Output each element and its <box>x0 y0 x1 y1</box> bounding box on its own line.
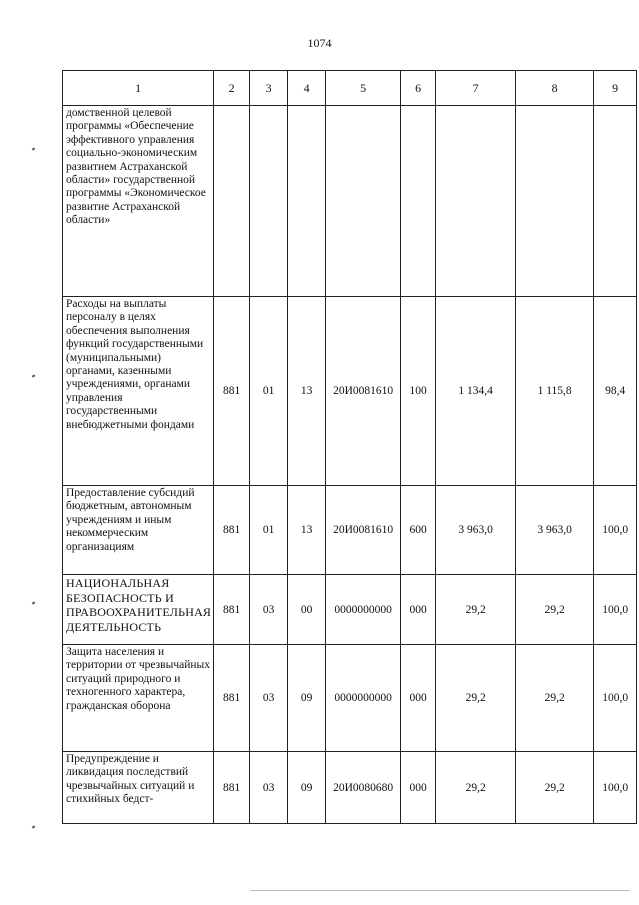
cell-ministry: 881 <box>214 297 250 486</box>
cell-ministry: 881 <box>214 752 250 824</box>
header-cell: 2 <box>214 71 250 106</box>
header-cell: 3 <box>250 71 288 106</box>
table-row <box>63 752 637 824</box>
cell-plan <box>436 106 516 297</box>
table-row <box>63 486 637 575</box>
cell-target-article: 0000000000 <box>326 575 401 645</box>
cell-section: 03 <box>250 575 288 645</box>
cell-expense-type: 000 <box>401 575 436 645</box>
row-name: Предоставление субсидий бюджетным, автономным учреждениям и иным некоммерческим организациям <box>63 486 214 575</box>
cell-ministry: 881 <box>214 575 250 645</box>
header-cell: 4 <box>288 71 326 106</box>
cell-subsection: 00 <box>288 575 326 645</box>
cell-target-article: 0000000000 <box>326 645 401 752</box>
cell-ministry: 881 <box>214 645 250 752</box>
cell-section: 03 <box>250 752 288 824</box>
cell-expense-type: 100 <box>401 297 436 486</box>
cell-target-article: 20И0081610 <box>326 297 401 486</box>
cell-actual <box>516 106 594 297</box>
cell-plan: 29,2 <box>436 645 516 752</box>
cell-plan: 29,2 <box>436 575 516 645</box>
cell-target-article <box>326 106 401 297</box>
cell-percent: 100,0 <box>594 575 637 645</box>
budget-table <box>62 70 637 824</box>
table-row <box>63 106 637 297</box>
cell-percent: 100,0 <box>594 645 637 752</box>
cell-actual: 29,2 <box>516 752 594 824</box>
scan-mark <box>32 374 36 377</box>
cell-actual: 3 963,0 <box>516 486 594 575</box>
table-row <box>63 645 637 752</box>
cell-ministry <box>214 106 250 297</box>
table-row <box>63 575 637 645</box>
cell-subsection: 13 <box>288 486 326 575</box>
cell-subsection: 09 <box>288 645 326 752</box>
cell-section <box>250 106 288 297</box>
row-name: НАЦИОНАЛЬНАЯ БЕЗОПАСНОСТЬ И ПРАВООХРАНИТЕЛЬНАЯ ДЕЯТЕЛЬНОСТЬ <box>63 575 214 645</box>
cell-expense-type <box>401 106 436 297</box>
table-row <box>63 297 637 486</box>
cell-plan: 29,2 <box>436 752 516 824</box>
header-cell: 7 <box>436 71 516 106</box>
scan-mark <box>32 147 36 150</box>
cell-actual: 29,2 <box>516 575 594 645</box>
cell-section: 01 <box>250 297 288 486</box>
scan-mark <box>32 601 36 604</box>
cell-section: 01 <box>250 486 288 575</box>
row-name: Предупреждение и ликвидация последствий чрезвычайных ситуаций и стихийных бедст- <box>63 752 214 824</box>
row-name: домственной целевой программы «Обеспечение эффективного управления социально-экономическим развитием Астраханской области» государственной программы «Экономическое развитие Астраханской области» <box>63 106 214 297</box>
cell-ministry: 881 <box>214 486 250 575</box>
header-cell: 5 <box>326 71 401 106</box>
bottom-scan-line <box>250 890 630 891</box>
cell-target-article: 20И0080680 <box>326 752 401 824</box>
cell-percent: 100,0 <box>594 752 637 824</box>
header-cell: 6 <box>401 71 436 106</box>
cell-target-article: 20И0081610 <box>326 486 401 575</box>
cell-subsection: 09 <box>288 752 326 824</box>
table-header-row <box>63 71 637 106</box>
cell-actual: 1 115,8 <box>516 297 594 486</box>
cell-actual: 29,2 <box>516 645 594 752</box>
cell-plan: 3 963,0 <box>436 486 516 575</box>
cell-expense-type: 000 <box>401 752 436 824</box>
header-cell: 9 <box>594 71 637 106</box>
cell-expense-type: 600 <box>401 486 436 575</box>
header-cell: 8 <box>516 71 594 106</box>
header-cell: 1 <box>63 71 214 106</box>
cell-percent: 98,4 <box>594 297 637 486</box>
cell-section: 03 <box>250 645 288 752</box>
cell-subsection: 13 <box>288 297 326 486</box>
row-name: Расходы на выплаты персоналу в целях обеспечения выполнения функций государственными (муниципальными) органами, казенными учреждениями, органами управления государственными внебюджетными фондами <box>63 297 214 486</box>
cell-subsection <box>288 106 326 297</box>
cell-expense-type: 000 <box>401 645 436 752</box>
cell-percent: 100,0 <box>594 486 637 575</box>
row-name: Защита населения и территории от чрезвычайных ситуаций природного и техногенного характера, гражданская оборона <box>63 645 214 752</box>
scan-mark <box>32 825 36 828</box>
page-number: 1074 <box>307 36 332 50</box>
cell-plan: 1 134,4 <box>436 297 516 486</box>
cell-percent <box>594 106 637 297</box>
